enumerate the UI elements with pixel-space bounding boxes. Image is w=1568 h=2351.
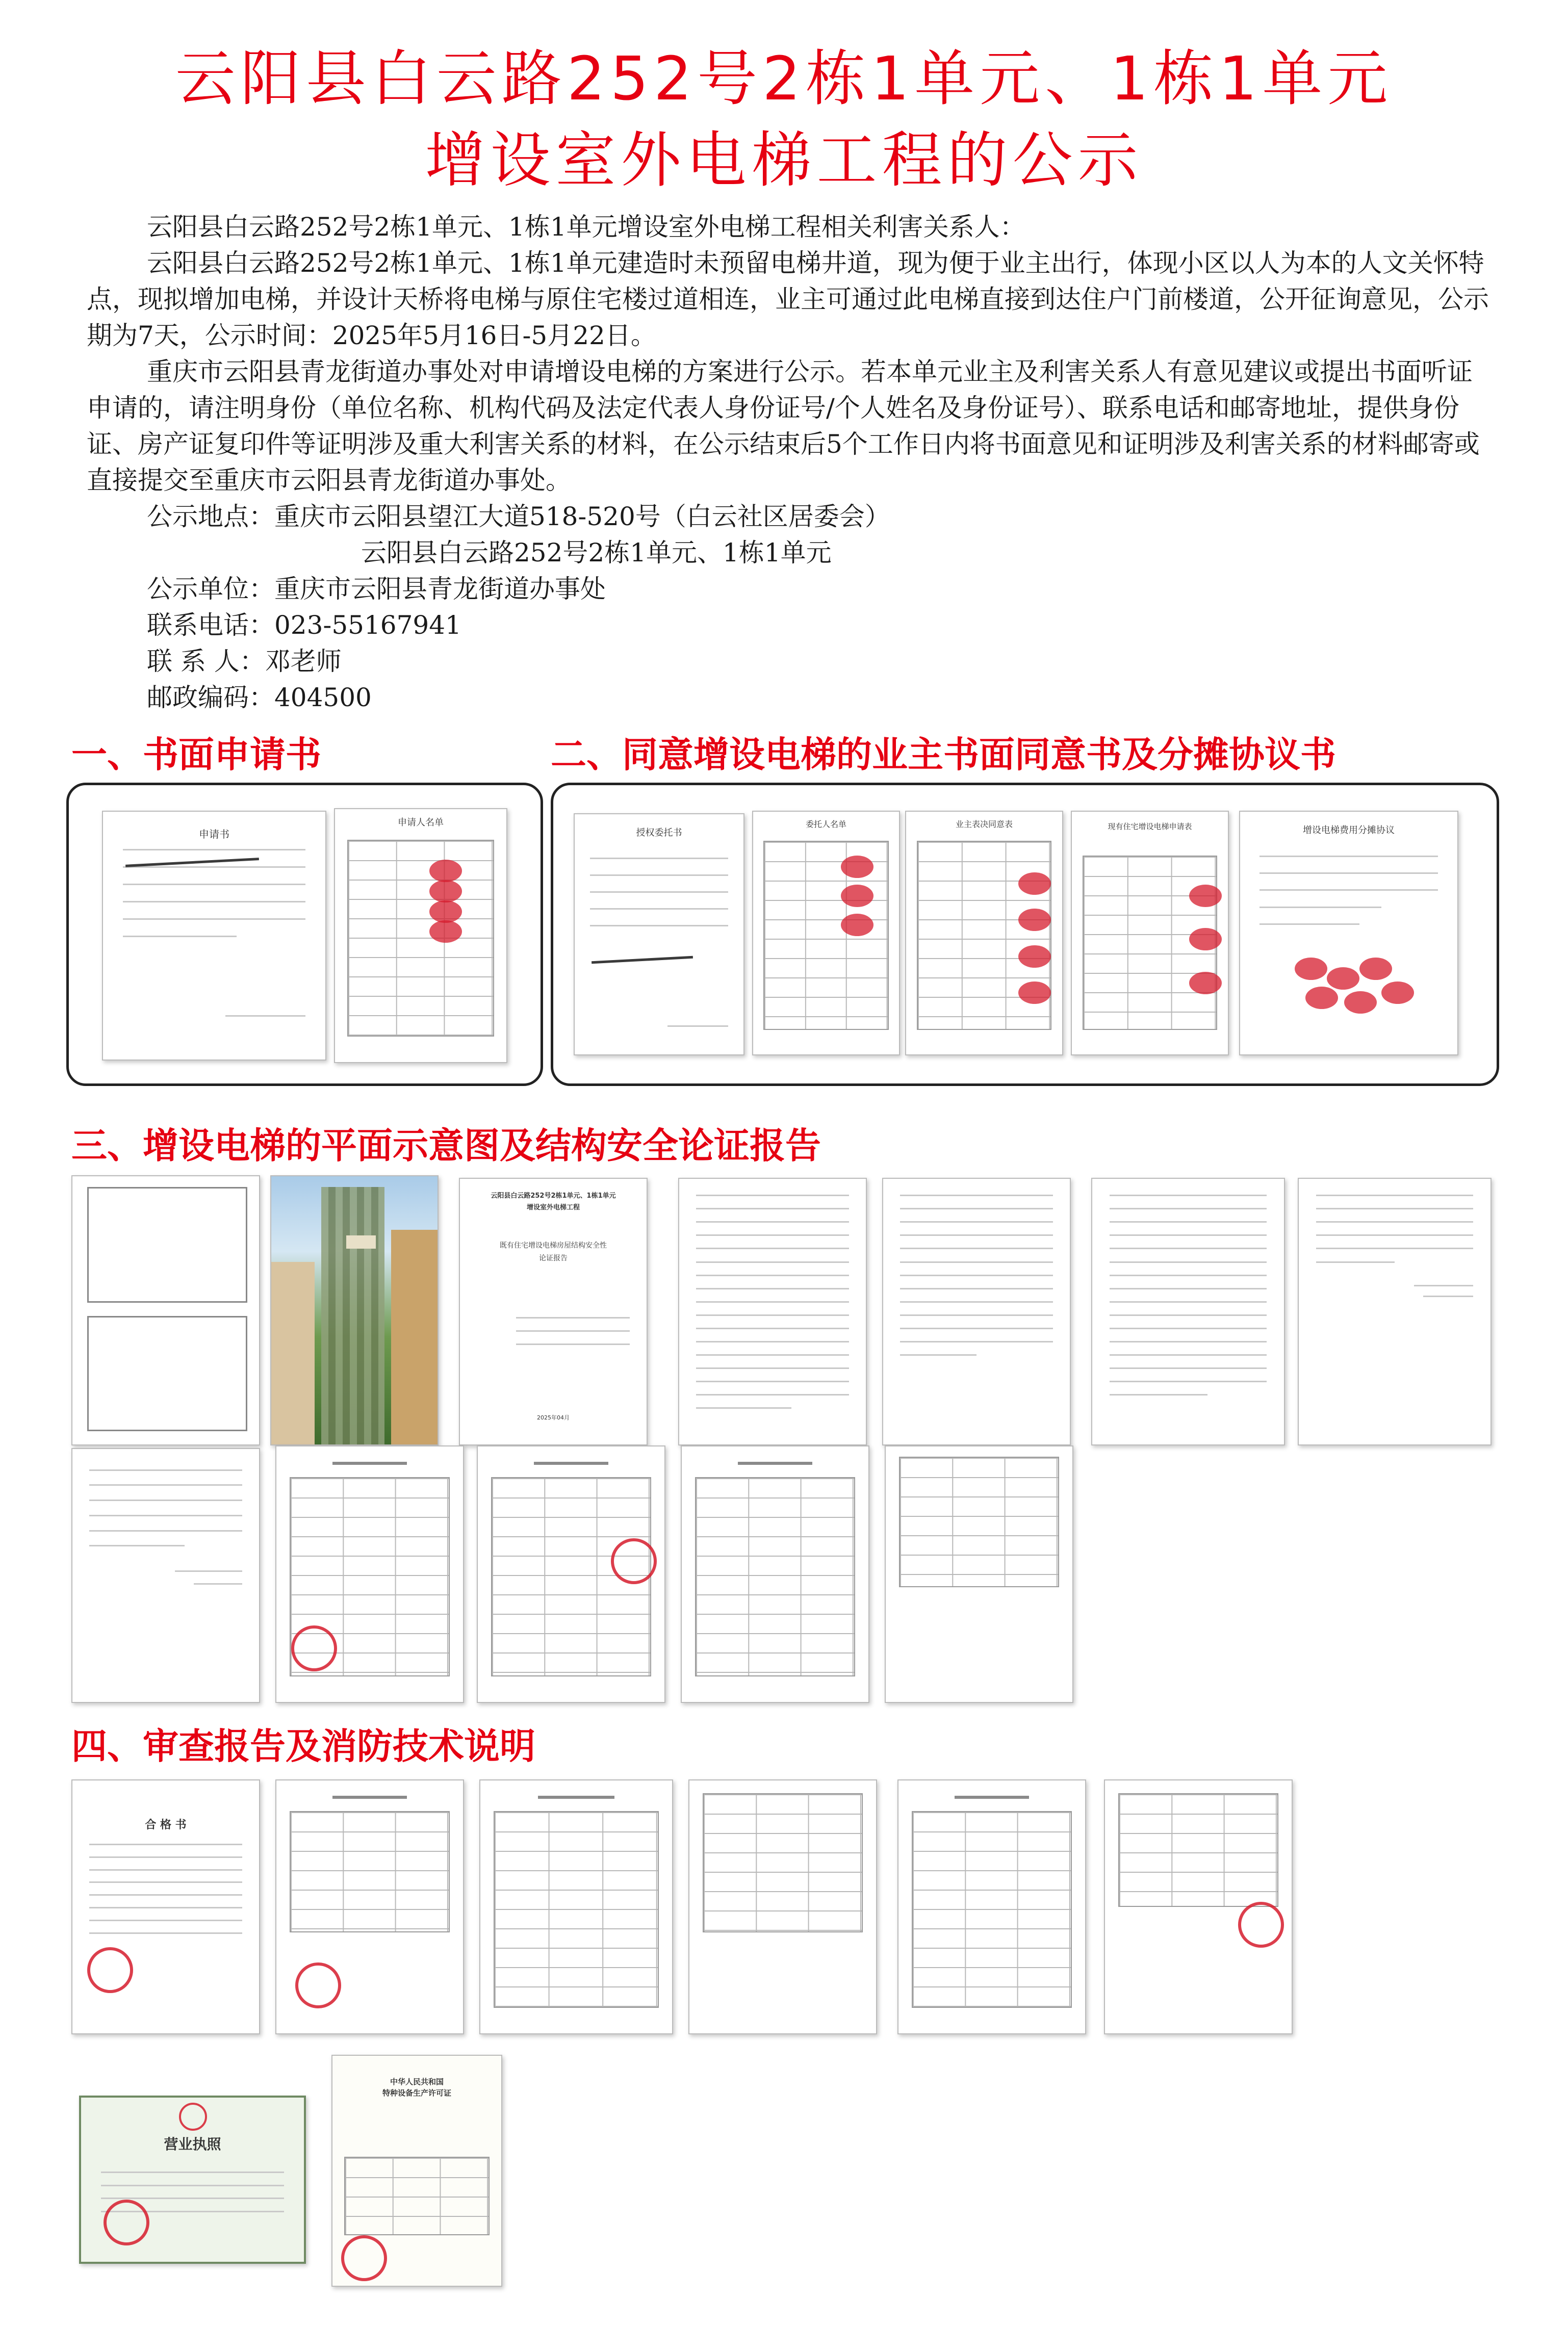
- special-license-line-2: 特种设备生产许可证: [382, 2088, 451, 2098]
- review-report-page: [275, 1779, 464, 2034]
- floor-plan-form-doc: [1071, 811, 1229, 1055]
- qualified-cert-doc: [71, 1779, 260, 2034]
- report-cover-doc: [459, 1178, 648, 1445]
- postcode-value: 404500: [274, 683, 372, 712]
- notice-phone-row: [87, 607, 1494, 643]
- qualified-cert-title: 合 格 书: [145, 1819, 187, 1831]
- report-cover-line-4: 论证报告: [539, 1254, 568, 1262]
- notice-postcode-row: [87, 680, 1494, 716]
- title-line-2: 增设室外电梯工程的公示: [425, 125, 1143, 195]
- authorization-doc: [574, 813, 744, 1055]
- report-page-4: [1298, 1178, 1492, 1445]
- report-page-3: [1091, 1178, 1285, 1445]
- title-line-1: 云阳县白云路252号2栋1单元、1栋1单元: [175, 43, 1393, 114]
- cost-agreement-doc: [1239, 811, 1458, 1055]
- report-cover-line-2: 增设室外电梯工程: [526, 1204, 580, 1211]
- notice-unit-row: [87, 571, 1494, 607]
- review-opinion-form-1: [479, 1779, 673, 2034]
- notice-paragraph-1: 云阳县白云路252号2栋1单元、1栋1单元建造时未预留电梯井道，现为便于业主出行，体现小区以人为本的人文关怀特点，现拟增加电梯，并设计天桥将电梯与原住宅楼过道相连，业主可通过此电梯直接到达住户门前楼道，公开征询意见，公示期为7天，公示时间：2025年5月16日-5月22日。: [87, 248, 1489, 350]
- special-equipment-license-doc: [331, 2055, 502, 2287]
- unit-label: 公示单位：: [147, 574, 274, 604]
- review-form-4: [885, 1445, 1073, 1703]
- report-cover-line-3: 既有住宅增设电梯房屋结构安全性: [500, 1242, 607, 1250]
- notice-paragraph-2: 重庆市云阳县青龙街道办事处对申请增设电梯的方案进行公示。若本单元业主及利害关系人有意见建议或提出书面听证申请的，请注明身份（单位名称、机构代码及法定代表人身份证号/个人姓名及身份证号）、联系电话和邮寄地址，提供身份证、房产证复印件等证明涉及重大利害关系的材料，在公示结束后5个工作日内将书面意见和证明涉及利害关系的材料邮寄或直接提交至重庆市云阳县青龙街道办事处。: [87, 357, 1480, 495]
- review-form-1: [275, 1445, 464, 1703]
- application-doc: [102, 811, 326, 1061]
- section-3-heading: 三、增设电梯的平面示意图及结构安全论证报告: [71, 1125, 821, 1167]
- section-4-heading: 四、审查报告及消防技术说明: [71, 1725, 535, 1767]
- approval-doc: [905, 811, 1063, 1055]
- report-page-1: [678, 1178, 867, 1445]
- notice-greeting: 云阳县白云路252号2栋1单元、1栋1单元增设室外电梯工程相关利害关系人：: [147, 212, 1025, 242]
- section-2-heading: 二、同意增设电梯的业主书面同意书及分摊协议书: [551, 734, 1336, 776]
- special-license-line-1: 中华人民共和国: [390, 2077, 444, 2086]
- notice-body: [87, 209, 1494, 716]
- approval-title: 业主表决同意表: [955, 819, 1013, 829]
- phone-value: 023-55167941: [274, 610, 461, 640]
- owners-list-2-title: 委托人名单: [805, 819, 846, 829]
- location-1: 重庆市云阳县望江大道518-520号（白云社区居委会）: [274, 502, 890, 531]
- review-opinion-form-3: [897, 1779, 1086, 2034]
- report-cover-date: 2025年04月: [537, 1414, 570, 1421]
- review-form-3: [681, 1445, 869, 1703]
- section-2-frame: [551, 783, 1499, 1086]
- business-license-title: 营业执照: [164, 2136, 221, 2153]
- report-page-2: [882, 1178, 1071, 1445]
- review-opinion-form-2: [688, 1779, 877, 2034]
- notice-location-row: [87, 499, 1494, 535]
- review-opinion-form-4: [1104, 1779, 1293, 2034]
- section-1-heading: 一、书面申请书: [71, 734, 321, 776]
- report-cover-line-1: 云阳县白云路252号2栋1单元、1栋1单元: [491, 1192, 616, 1200]
- contact-value: 邓老师: [265, 647, 342, 676]
- site-plan-doc: [71, 1175, 260, 1445]
- cost-agreement-title: 增设电梯费用分摊协议: [1303, 825, 1395, 836]
- floor-plan-form-title: 现有住宅增设电梯申请表: [1108, 822, 1192, 831]
- business-license-doc: [79, 2096, 306, 2264]
- location-label: 公示地点：: [147, 502, 274, 531]
- phone-label: 联系电话：: [147, 610, 274, 640]
- review-form-2: [477, 1445, 665, 1703]
- postcode-label: 邮政编码：: [147, 683, 274, 712]
- report-page-5: [71, 1448, 260, 1703]
- unit-value: 重庆市云阳县青龙街道办事处: [274, 574, 606, 604]
- section-1-frame: [66, 783, 543, 1086]
- owners-list-2-doc: [752, 811, 900, 1055]
- notice-contact-row: [87, 643, 1494, 680]
- site-photo: [270, 1175, 439, 1445]
- application-doc-title: 申请书: [199, 828, 229, 840]
- owners-list-doc: [334, 808, 507, 1063]
- authorization-title: 授权委托书: [636, 828, 682, 838]
- location-2: 云阳县白云路252号2栋1单元、1栋1单元: [361, 538, 832, 567]
- owners-list-title: 申请人名单: [398, 817, 444, 828]
- contact-label: 联 系 人：: [147, 647, 265, 676]
